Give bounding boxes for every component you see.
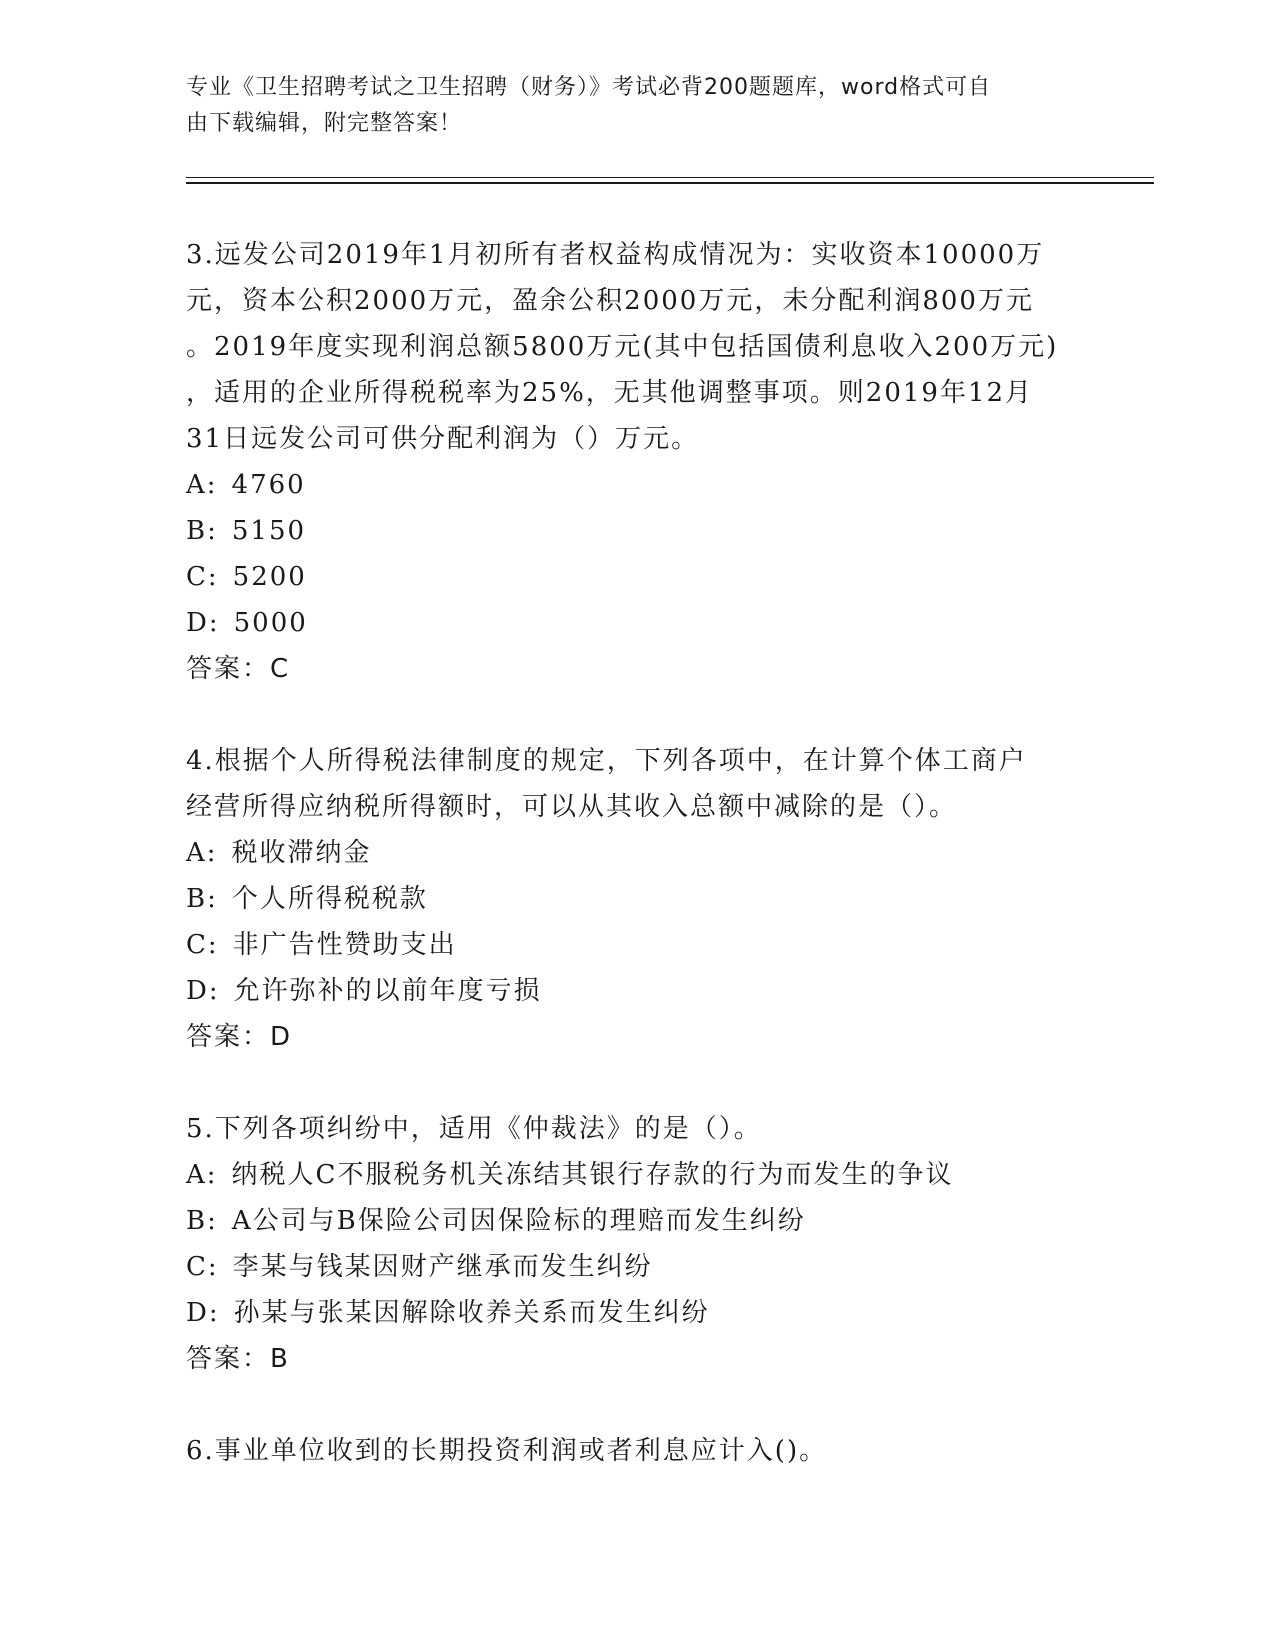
option-text: 税收滞纳金	[231, 838, 372, 868]
question-3-line-3: 。2019年度实现利润总额5800万元(其中包括国债利息收入200万元)	[186, 332, 1059, 362]
option-text: 允许弥补的以前年度亏损	[233, 976, 542, 1006]
question-5-option-d	[186, 1290, 1086, 1336]
spacer	[186, 1382, 1086, 1428]
option-label: A:	[186, 470, 218, 500]
question-4-option-c	[186, 922, 1086, 968]
option-label: C:	[186, 930, 219, 960]
question-3-answer: 答案：C	[186, 654, 291, 684]
spacer	[186, 692, 1086, 738]
option-label: B:	[186, 884, 218, 914]
option-label: C:	[186, 1252, 219, 1282]
question-3-line-2: 元，资本公积2000万元，盈余公积2000万元，未分配利润800万元	[186, 286, 1034, 316]
option-label: A:	[186, 838, 218, 868]
header-line-2: 由下载编辑，附完整答案！	[186, 111, 463, 136]
question-3-option-c	[186, 554, 1086, 600]
question-4-option-d	[186, 968, 1086, 1014]
option-text: 非广告性赞助支出	[232, 930, 457, 960]
question-6	[186, 1428, 1086, 1474]
question-4-text	[186, 738, 1086, 830]
question-5-text	[186, 1106, 1086, 1152]
question-6-text	[186, 1428, 1086, 1474]
question-4-option-b	[186, 876, 1086, 922]
question-5-option-b	[186, 1198, 1086, 1244]
header-line-1: 专业《卫生招聘考试之卫生招聘（财务）》考试必背200题题库，word格式可自	[186, 75, 992, 100]
question-5	[186, 1106, 1086, 1382]
question-5-option-a	[186, 1152, 1086, 1198]
question-3-option-b	[186, 508, 1086, 554]
header-divider-top	[186, 177, 1154, 178]
question-5-option-c	[186, 1244, 1086, 1290]
question-4	[186, 738, 1086, 1060]
question-3-option-a	[186, 462, 1086, 508]
question-3-text	[186, 232, 1086, 462]
header-divider-bottom	[186, 182, 1154, 184]
option-label: A:	[186, 1160, 218, 1190]
question-5-line-1: 5.下列各项纠纷中，适用《仲裁法》的是（）。	[186, 1114, 762, 1144]
question-4-answer: 答案：D	[186, 1022, 293, 1052]
option-text: 孙某与张某因解除收养关系而发生纠纷	[233, 1298, 710, 1328]
question-3	[186, 232, 1086, 692]
option-text: 李某与钱某因财产继承而发生纠纷	[232, 1252, 653, 1282]
question-4-line-1: 4.根据个人所得税法律制度的规定，下列各项中，在计算个体工商户	[186, 746, 1027, 776]
option-label: B:	[186, 516, 218, 546]
question-list	[186, 232, 1086, 1474]
option-label: C:	[186, 562, 219, 592]
question-3-line-1: 3.远发公司2019年1月初所有者权益构成情况为：实收资本10000万	[186, 240, 1045, 270]
question-3-line-5: 31日远发公司可供分配利润为（）万元。	[186, 424, 700, 454]
question-3-line-4: ，适用的企业所得税税率为25%，无其他调整事项。则2019年12月	[186, 378, 1034, 408]
document-header	[186, 70, 1066, 142]
question-4-option-a	[186, 830, 1086, 876]
option-text: 纳税人C不服税务机关冻结其银行存款的行为而发生的争议	[231, 1160, 954, 1190]
option-label: D:	[186, 976, 220, 1006]
option-label: B:	[186, 1206, 218, 1236]
question-5-answer: 答案：B	[186, 1344, 290, 1374]
question-3-option-d	[186, 600, 1086, 646]
option-text: 4760	[231, 470, 306, 500]
question-4-line-2: 经营所得应纳税所得额时，可以从其收入总额中减除的是（）。	[186, 792, 958, 822]
option-text: 5200	[232, 562, 307, 592]
question-6-line-1: 6.事业单位收到的长期投资利润或者利息应计入()。	[186, 1436, 828, 1466]
option-label: D:	[186, 1298, 220, 1328]
option-text: 5150	[231, 516, 307, 546]
option-label: D:	[186, 608, 220, 638]
spacer	[186, 1060, 1086, 1106]
option-text: 个人所得税税款	[231, 884, 428, 914]
option-text: 5000	[233, 608, 308, 638]
option-text: A公司与B保险公司因保险标的理赔而发生纠纷	[231, 1206, 806, 1236]
